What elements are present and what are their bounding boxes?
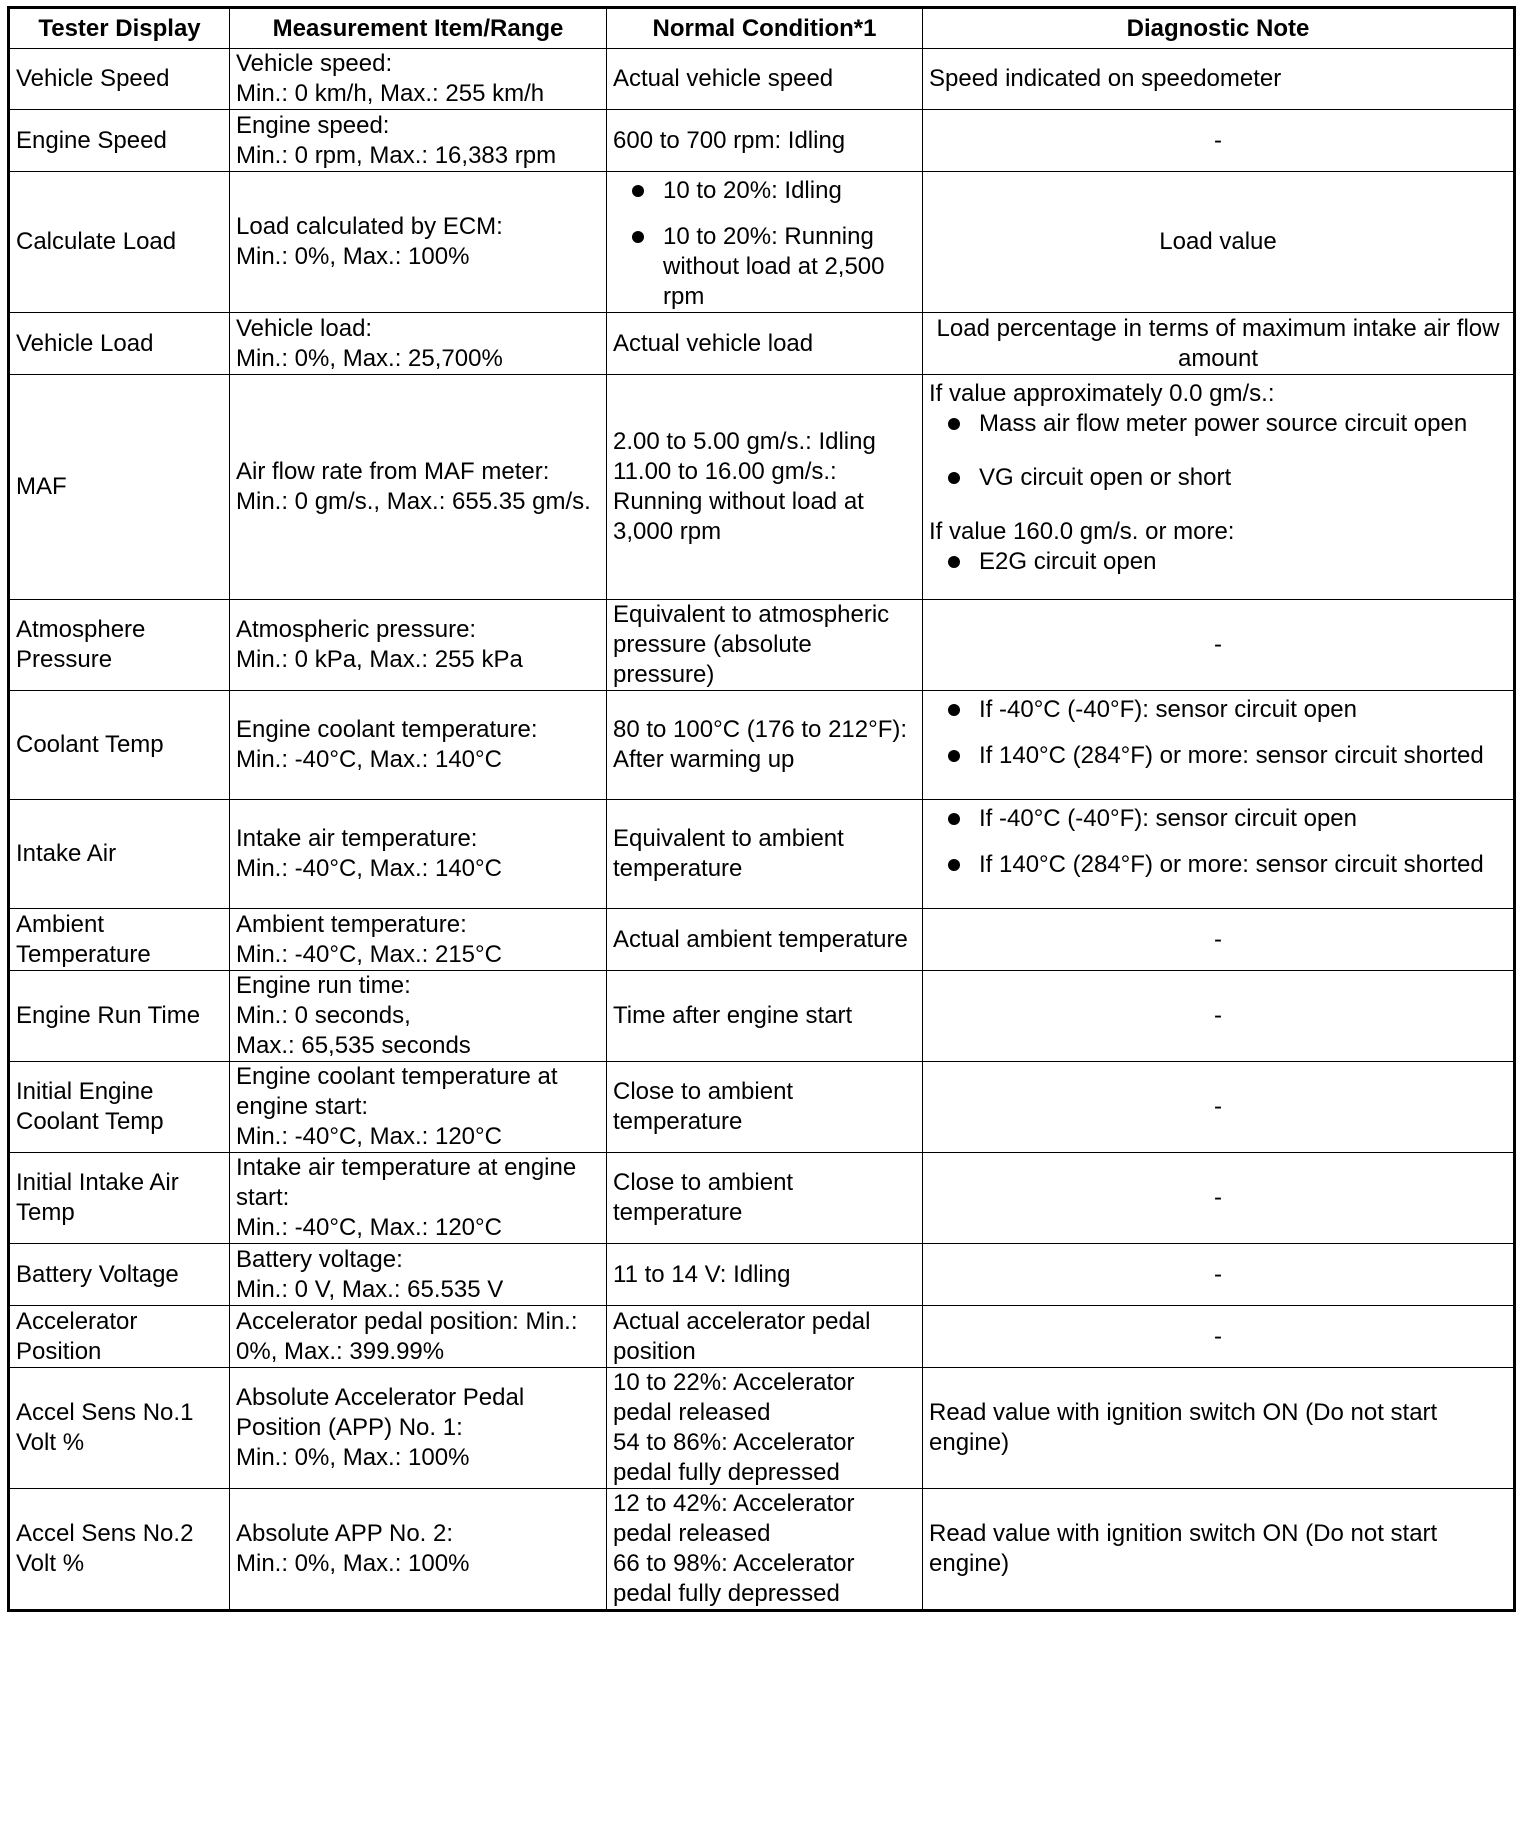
list-item: 10 to 20%: Running without load at 2,500 rpm — [613, 222, 916, 312]
table-row — [9, 909, 1515, 971]
tester-display-cell: Atmosphere Pressure — [9, 600, 230, 691]
table-row — [9, 49, 1515, 110]
diagnostic-note-list — [929, 547, 1507, 577]
list-item: If -40°C (-40°F): sensor circuit open — [929, 804, 1507, 834]
header-normal-condition: Normal Condition*1 — [607, 8, 923, 49]
table-row — [9, 1489, 1515, 1611]
normal-condition-cell: Actual accelerator pedal position — [607, 1306, 923, 1368]
tester-display-cell: Engine Run Time — [9, 971, 230, 1062]
tester-display-cell: Ambient Temperature — [9, 909, 230, 971]
list-item: E2G circuit open — [929, 547, 1507, 577]
table-row — [9, 691, 1515, 800]
table-row — [9, 110, 1515, 172]
measurement-cell: Intake air temperature: Min.: -40°C, Max.: 140°C — [230, 800, 607, 909]
tester-data-table — [7, 6, 1516, 1612]
normal-condition-cell: Time after engine start — [607, 971, 923, 1062]
normal-condition-cell: Actual vehicle speed — [607, 49, 923, 110]
normal-condition-list — [613, 176, 916, 312]
table-row — [9, 375, 1515, 600]
tester-display-cell: Accel Sens No.2 Volt % — [9, 1489, 230, 1611]
table-row — [9, 313, 1515, 375]
tester-display-cell: Engine Speed — [9, 110, 230, 172]
header-diagnostic-note: Diagnostic Note — [923, 8, 1515, 49]
table-row — [9, 1306, 1515, 1368]
list-item: If 140°C (284°F) or more: sensor circuit shorted — [929, 741, 1507, 771]
table-row — [9, 971, 1515, 1062]
diagnostic-note-cell: - — [923, 600, 1515, 691]
diagnostic-note-cell: - — [923, 110, 1515, 172]
normal-condition-cell: 10 to 22%: Accelerator pedal released 54 to 86%: Accelerator pedal fully depressed — [607, 1368, 923, 1489]
diagnostic-note-cell: Read value with ignition switch ON (Do not start engine) — [923, 1489, 1515, 1611]
tester-display-cell: Initial Engine Coolant Temp — [9, 1062, 230, 1153]
normal-condition-cell: Equivalent to ambient temperature — [607, 800, 923, 909]
list-item: If -40°C (-40°F): sensor circuit open — [929, 695, 1507, 725]
table-row — [9, 172, 1515, 313]
tester-display-cell: Intake Air — [9, 800, 230, 909]
tester-display-cell: Vehicle Load — [9, 313, 230, 375]
tester-display-cell: Vehicle Speed — [9, 49, 230, 110]
measurement-cell: Engine coolant temperature at engine start: Min.: -40°C, Max.: 120°C — [230, 1062, 607, 1153]
normal-condition-cell: Close to ambient temperature — [607, 1062, 923, 1153]
normal-condition-cell: Actual ambient temperature — [607, 909, 923, 971]
diagnostic-note-cell — [923, 375, 1515, 600]
measurement-cell: Atmospheric pressure: Min.: 0 kPa, Max.: 255 kPa — [230, 600, 607, 691]
measurement-cell: Intake air temperature at engine start: Min.: -40°C, Max.: 120°C — [230, 1153, 607, 1244]
measurement-cell: Ambient temperature: Min.: -40°C, Max.: 215°C — [230, 909, 607, 971]
normal-condition-cell: Actual vehicle load — [607, 313, 923, 375]
table-header-row — [9, 8, 1515, 49]
diagnostic-note-cell: Speed indicated on speedometer — [923, 49, 1515, 110]
measurement-cell: Engine run time: Min.: 0 seconds, Max.: 65,535 seconds — [230, 971, 607, 1062]
measurement-cell: Accelerator pedal position: Min.: 0%, Max.: 399.99% — [230, 1306, 607, 1368]
list-item: VG circuit open or short — [929, 463, 1507, 493]
diagnostic-note-list — [929, 409, 1507, 493]
tester-display-cell: Coolant Temp — [9, 691, 230, 800]
document-page — [7, 6, 1516, 1612]
header-tester-display: Tester Display — [9, 8, 230, 49]
measurement-cell: Air flow rate from MAF meter: Min.: 0 gm/s., Max.: 655.35 gm/s. — [230, 375, 607, 600]
note-intro: If value 160.0 gm/s. or more: — [929, 518, 1235, 545]
tester-display-cell: Accelerator Position — [9, 1306, 230, 1368]
measurement-cell: Engine speed: Min.: 0 rpm, Max.: 16,383 rpm — [230, 110, 607, 172]
normal-condition-cell: Close to ambient temperature — [607, 1153, 923, 1244]
measurement-cell: Vehicle speed: Min.: 0 km/h, Max.: 255 km/h — [230, 49, 607, 110]
diagnostic-note-cell: - — [923, 1306, 1515, 1368]
diagnostic-note-cell: Read value with ignition switch ON (Do not start engine) — [923, 1368, 1515, 1489]
table-row — [9, 1062, 1515, 1153]
list-item: 10 to 20%: Idling — [613, 176, 916, 206]
note-intro: If value approximately 0.0 gm/s.: — [929, 380, 1275, 407]
measurement-cell: Vehicle load: Min.: 0%, Max.: 25,700% — [230, 313, 607, 375]
tester-display-cell: Initial Intake Air Temp — [9, 1153, 230, 1244]
measurement-cell: Absolute APP No. 2: Min.: 0%, Max.: 100% — [230, 1489, 607, 1611]
table-row — [9, 600, 1515, 691]
measurement-cell: Absolute Accelerator Pedal Position (APP) No. 1: Min.: 0%, Max.: 100% — [230, 1368, 607, 1489]
tester-display-cell: Accel Sens No.1 Volt % — [9, 1368, 230, 1489]
diagnostic-note-cell: - — [923, 909, 1515, 971]
diagnostic-note-cell: - — [923, 1062, 1515, 1153]
normal-condition-cell: 80 to 100°C (176 to 212°F): After warming up — [607, 691, 923, 800]
diagnostic-note-list — [929, 695, 1507, 771]
normal-condition-cell: Equivalent to atmospheric pressure (absolute pressure) — [607, 600, 923, 691]
normal-condition-cell: 11 to 14 V: Idling — [607, 1244, 923, 1306]
diagnostic-note-cell: - — [923, 1153, 1515, 1244]
normal-condition-cell: 2.00 to 5.00 gm/s.: Idling 11.00 to 16.00 gm/s.: Running without load at 3,000 rpm — [607, 375, 923, 600]
table-row — [9, 1244, 1515, 1306]
normal-condition-cell: 600 to 700 rpm: Idling — [607, 110, 923, 172]
list-item: If 140°C (284°F) or more: sensor circuit shorted — [929, 850, 1507, 880]
table-row — [9, 1153, 1515, 1244]
header-measurement-item: Measurement Item/Range — [230, 8, 607, 49]
list-item: Mass air flow meter power source circuit open — [929, 409, 1507, 439]
tester-display-cell: MAF — [9, 375, 230, 600]
diagnostic-note-cell — [923, 800, 1515, 909]
diagnostic-note-cell — [923, 691, 1515, 800]
table-row — [9, 800, 1515, 909]
measurement-cell: Battery voltage: Min.: 0 V, Max.: 65.535 V — [230, 1244, 607, 1306]
table-row — [9, 1368, 1515, 1489]
diagnostic-note-cell: - — [923, 971, 1515, 1062]
diagnostic-note-cell: Load value — [923, 172, 1515, 313]
measurement-cell: Engine coolant temperature: Min.: -40°C, Max.: 140°C — [230, 691, 607, 800]
tester-display-cell: Calculate Load — [9, 172, 230, 313]
measurement-cell: Load calculated by ECM: Min.: 0%, Max.: 100% — [230, 172, 607, 313]
tester-display-cell: Battery Voltage — [9, 1244, 230, 1306]
diagnostic-note-cell: Load percentage in terms of maximum intake air flow amount — [923, 313, 1515, 375]
diagnostic-note-cell: - — [923, 1244, 1515, 1306]
diagnostic-note-list — [929, 804, 1507, 880]
normal-condition-cell: 12 to 42%: Accelerator pedal released 66 to 98%: Accelerator pedal fully depressed — [607, 1489, 923, 1611]
normal-condition-cell — [607, 172, 923, 313]
